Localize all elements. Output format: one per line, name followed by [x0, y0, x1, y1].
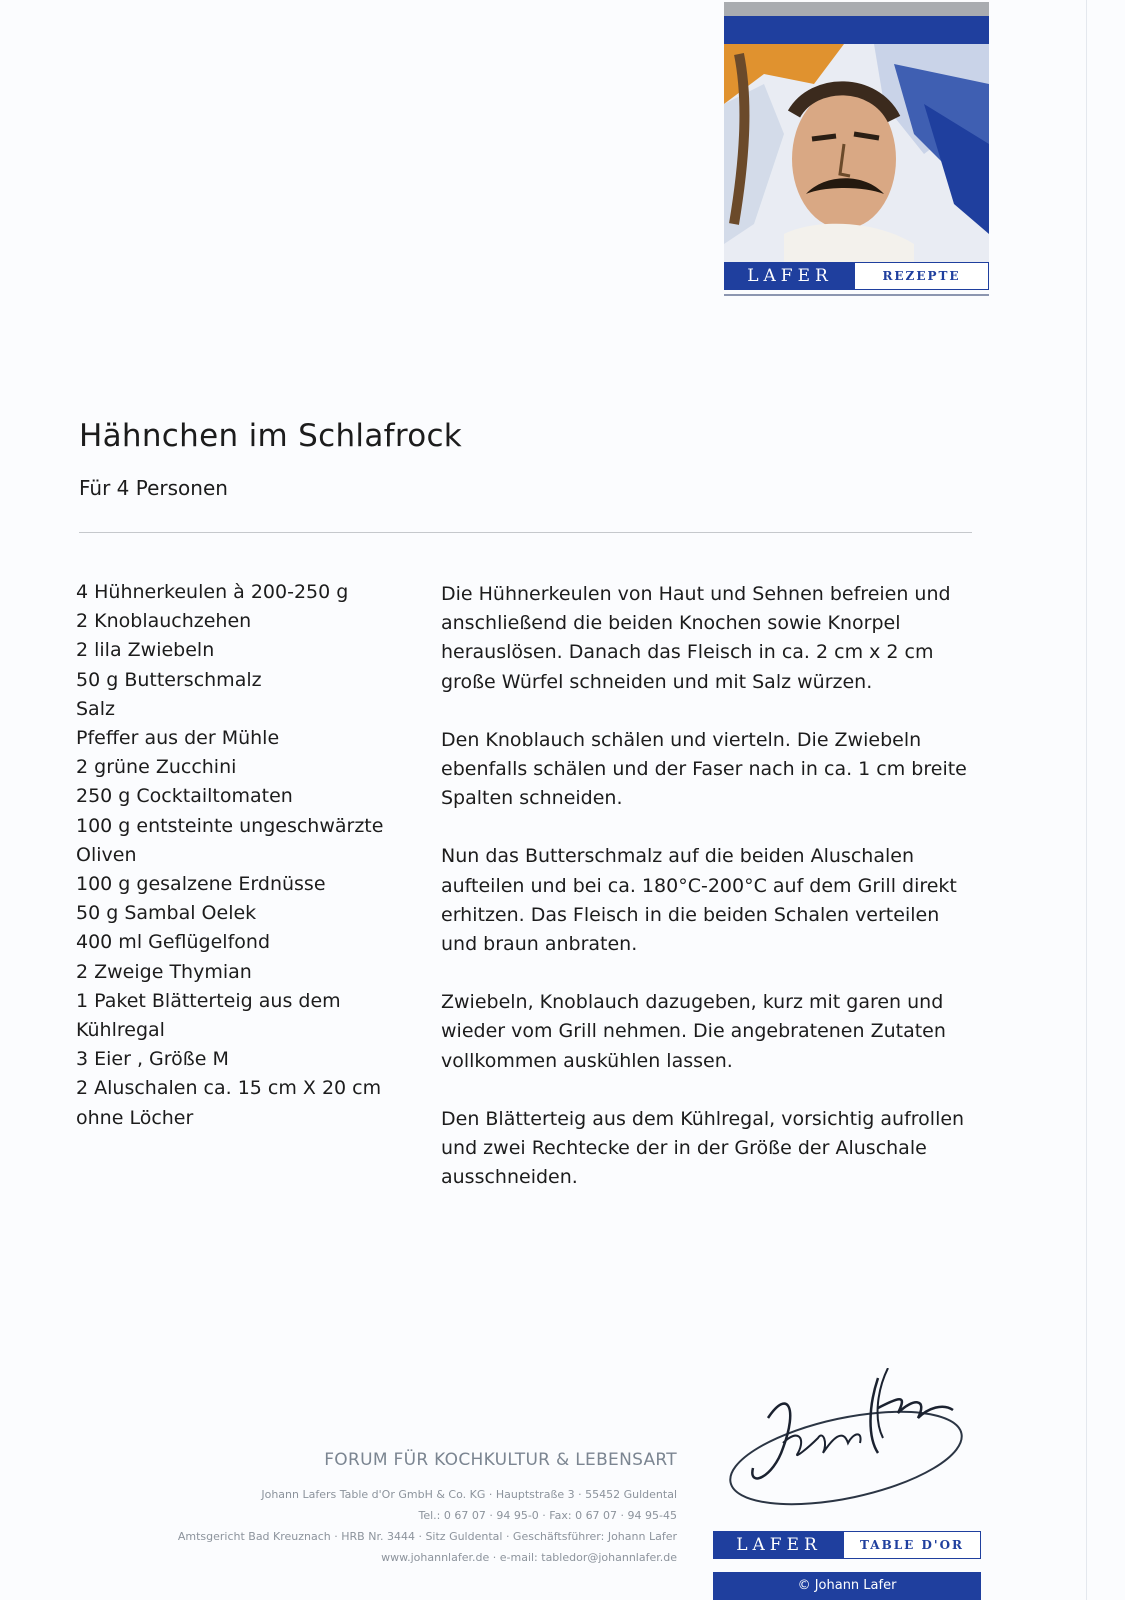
footer-phone-line: Tel.: 0 67 07 · 94 95-0 · Fax: 0 67 07 · 94 95-45 — [418, 1509, 677, 1522]
chef-signature — [728, 1368, 968, 1508]
footer-registry-line: Amtsgericht Bad Kreuznach · HRB Nr. 3444 · Sitz Guldental · Geschäftsführer: Johann Lafer — [177, 1530, 677, 1543]
ingredient-item: 50 g Butterschmalz — [76, 668, 262, 691]
instruction-step: Die Hühnerkeulen von Haut und Sehnen befreien und anschließend die beiden Knochen sowie Knorpel herauslösen. Danach das Fleisch in ca. 2 cm x 2 cm große Würfel schneiden und mit Salz würzen. — [441, 583, 951, 693]
instruction-step: Den Blätterteig aus dem Kühlregal, vorsichtig aufrollen und zwei Rechtecke der in der Größe der Aluschale ausschneiden. — [441, 1107, 965, 1189]
footer-company-line: Johann Lafers Table d'Or GmbH & Co. KG · Hauptstraße 3 · 55452 Guldental — [261, 1488, 677, 1501]
footer-web-line: www.johannlafer.de · e-mail: tabledor@johannlafer.de — [381, 1551, 677, 1564]
header-brand-tag: REZEPTE — [882, 269, 961, 283]
ingredient-item: 400 ml Geflügelfond — [76, 931, 270, 954]
ingredient-item: 3 Eier , Größe M — [76, 1048, 229, 1071]
ingredient-item: 50 g Sambal Oelek — [76, 902, 257, 925]
footer-brand-bar — [713, 1531, 981, 1559]
ingredient-item: Oliven — [76, 843, 137, 866]
header-brand-name: LAFER — [725, 263, 855, 289]
ingredient-item: 100 g gesalzene Erdnüsse — [76, 873, 326, 896]
ingredient-item: 2 Aluschalen ca. 15 cm X 20 cm — [76, 1077, 382, 1100]
ingredient-item: 2 lila Zwiebeln — [76, 639, 215, 662]
header-logo — [724, 2, 989, 298]
footer-brand-name: LAFER — [714, 1532, 844, 1558]
page-edge — [1086, 0, 1087, 1600]
ingredient-item: Kühlregal — [76, 1019, 165, 1042]
ingredient-item: 4 Hühnerkeulen à 200-250 g — [76, 581, 349, 603]
instruction-step: Zwiebeln, Knoblauch dazugeben, kurz mit garen und wieder vom Grill nehmen. Die angebratenen Zutaten vollkommen auskühlen lassen. — [441, 991, 946, 1072]
ingredient-item: 2 Knoblauchzehen — [76, 610, 252, 633]
ingredient-item: 100 g entsteinte ungeschwärzte — [76, 814, 384, 837]
ingredient-item: Salz — [76, 697, 115, 720]
instruction-step: Nun das Butterschmalz auf die beiden Aluschalen aufteilen und bei ca. 180°C-200°C auf dem Grill direkt erhitzen. Das Fleisch in die beiden Schalen verteilen und braun anbraten. — [441, 845, 957, 956]
footer-forum-tagline: FORUM FÜR KOCHKULTUR & LEBENSART — [324, 1450, 677, 1470]
copyright-notice: © Johann Lafer — [713, 1572, 981, 1600]
header-brand-bar — [724, 262, 989, 290]
instructions — [441, 580, 981, 1221]
ingredient-item: 250 g Cocktailtomaten — [76, 785, 293, 808]
ingredient-item: 2 Zweige Thymian — [76, 960, 252, 983]
recipe-title: Hähnchen im Schlafrock — [79, 418, 463, 454]
header-gray-bar — [724, 2, 989, 16]
header-blue-bar — [724, 16, 989, 44]
footer-address-block — [150, 1450, 677, 1568]
chef-portrait-image — [724, 44, 989, 262]
ingredient-item: 2 grüne Zucchini — [76, 756, 237, 779]
header-brand-underline — [724, 294, 989, 296]
instruction-step: Den Knoblauch schälen und vierteln. Die Zwiebeln ebenfalls schälen und der Faser nach in ca. 1 cm breite Spalten schneiden. — [441, 728, 967, 810]
title-divider — [79, 532, 972, 533]
ingredients-list — [76, 578, 396, 1133]
ingredient-item: ohne Löcher — [76, 1106, 194, 1129]
footer-brand-tag: TABLE D'OR — [860, 1538, 964, 1552]
ingredient-item: Pfeffer aus der Mühle — [76, 727, 280, 750]
ingredient-item: 1 Paket Blätterteig aus dem — [76, 989, 341, 1012]
recipe-servings: Für 4 Personen — [79, 476, 228, 500]
